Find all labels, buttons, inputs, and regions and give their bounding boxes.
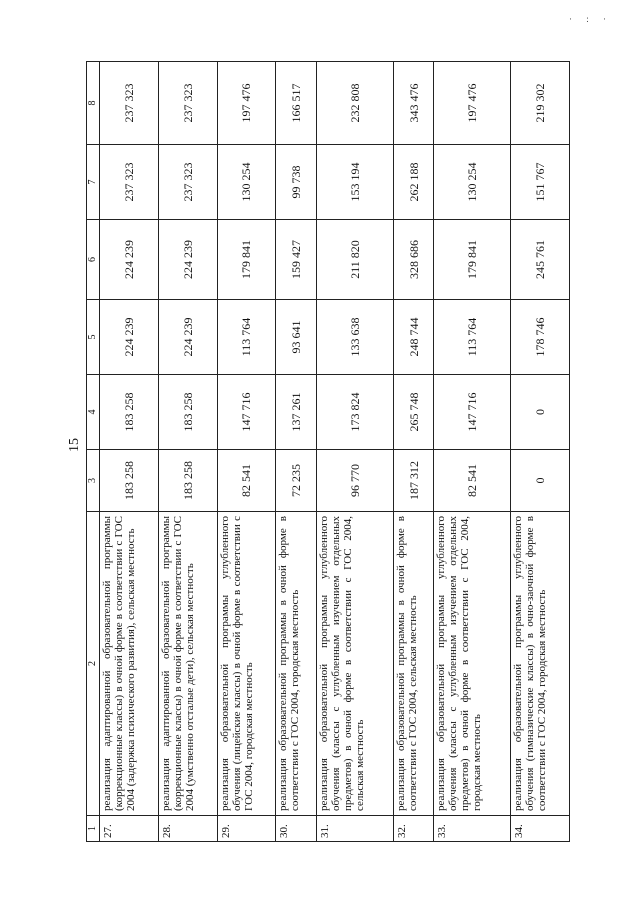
row-value-c5: 178 746 [511,300,570,375]
row-value-c6: 211 820 [316,220,393,300]
row-value-c4: 183 258 [158,375,217,450]
row-value-c3: 82 541 [434,450,511,512]
row-value-c5: 133 638 [316,300,393,375]
page-number: 15 [67,438,82,452]
row-value-c7: 130 254 [434,145,511,220]
row-value-c3: 82 541 [217,450,276,512]
row-value-c8: 166 517 [276,62,317,145]
row-value-c6: 159 427 [276,220,317,300]
row-number: 30. [276,816,317,842]
row-description: реализация образовательной программы углубленного обучения (классы с углубленным изучением отдельных предметов) в очной форме в соответствии с ГОС 2004, сельская местность [316,512,393,816]
col-header: 7 [87,145,100,220]
row-value-c6: 224 239 [158,220,217,300]
row-description: реализация образовательной программы в очной форме в соответствии с ГОС 2004, сельская местность [393,512,434,816]
row-value-c3: 0 [511,450,570,512]
row-value-c4: 265 748 [393,375,434,450]
row-value-c5: 224 239 [158,300,217,375]
row-value-c5: 248 744 [393,300,434,375]
row-description: реализация образовательной программы углубленного обучения (лицейские классы) в очной форме в соответствии с ГОС 2004, городская местность [217,512,276,816]
row-value-c3: 183 258 [158,450,217,512]
row-value-c5: 224 239 [100,300,159,375]
col-header: 3 [87,450,100,512]
row-value-c7: 237 323 [100,145,159,220]
row-number: 31. [316,816,393,842]
col-header: 5 [87,300,100,375]
row-value-c3: 96 770 [316,450,393,512]
table-body [87,62,570,842]
row-description: реализация адаптированной образовательной программы (коррекционные классы) в очной форме в соответствии с ГОС 2004 (задержка психического развития), сельская местность [100,512,159,816]
row-value-c6: 245 761 [511,220,570,300]
table-row [100,62,159,842]
table-row [217,62,276,842]
row-value-c3: 183 258 [100,450,159,512]
row-value-c4: 147 716 [217,375,276,450]
row-number: 32. [393,816,434,842]
col-header: 4 [87,375,100,450]
row-description: реализация образовательной программы в очной форме в соответствии с ГОС 2004, городская местность [276,512,317,816]
table-row [276,62,317,842]
row-value-c8: 197 476 [434,62,511,145]
row-value-c3: 72 235 [276,450,317,512]
col-header: 1 [87,816,100,842]
col-header: 8 [87,62,100,145]
row-value-c4: 0 [511,375,570,450]
col-header: 2 [87,512,100,816]
row-number: 28. [158,816,217,842]
row-value-c8: 237 323 [100,62,159,145]
table-header-row [87,62,100,842]
row-value-c4: 137 261 [276,375,317,450]
row-description: реализация адаптированной образовательной программы (коррекционные классы) в очной форме в соответствии с ГОС 2004 (умственно отсталые дети), сельская местность [158,512,217,816]
row-value-c7: 262 188 [393,145,434,220]
row-value-c8: 219 302 [511,62,570,145]
row-value-c6: 179 841 [217,220,276,300]
row-value-c5: 113 764 [434,300,511,375]
row-value-c6: 328 686 [393,220,434,300]
row-value-c4: 183 258 [100,375,159,450]
row-description: реализация образовательной программы углубленного обучения (гимназические классы) в очно-заочной форме в соответствии с ГОС 2004, городская местность [511,512,570,816]
row-value-c4: 173 824 [316,375,393,450]
row-value-c8: 237 323 [158,62,217,145]
row-value-c3: 187 312 [393,450,434,512]
row-value-c6: 224 239 [100,220,159,300]
row-value-c7: 237 323 [158,145,217,220]
row-number: 33. [434,816,511,842]
row-value-c7: 99 738 [276,145,317,220]
table-row [316,62,393,842]
row-value-c6: 179 841 [434,220,511,300]
row-value-c8: 197 476 [217,62,276,145]
table-row [158,62,217,842]
col-header: 6 [87,220,100,300]
scan-specks: · : · [569,14,612,24]
row-value-c7: 130 254 [217,145,276,220]
row-value-c4: 147 716 [434,375,511,450]
row-value-c5: 93 641 [276,300,317,375]
tariff-table [86,61,570,842]
table-row [511,62,570,842]
table-row [434,62,511,842]
row-value-c5: 113 764 [217,300,276,375]
row-number: 34. [511,816,570,842]
row-value-c7: 153 194 [316,145,393,220]
rotated-table-wrapper [86,62,570,842]
table-row [393,62,434,842]
row-description: реализация образовательной программы углубленного обучения (классы с углубленным изучением отдельных предметов) в очной форме в соответствии с ГОС 2004, городская местность [434,512,511,816]
row-number: 29. [217,816,276,842]
row-number: 27. [100,816,159,842]
row-value-c7: 151 767 [511,145,570,220]
row-value-c8: 232 808 [316,62,393,145]
row-value-c8: 343 476 [393,62,434,145]
